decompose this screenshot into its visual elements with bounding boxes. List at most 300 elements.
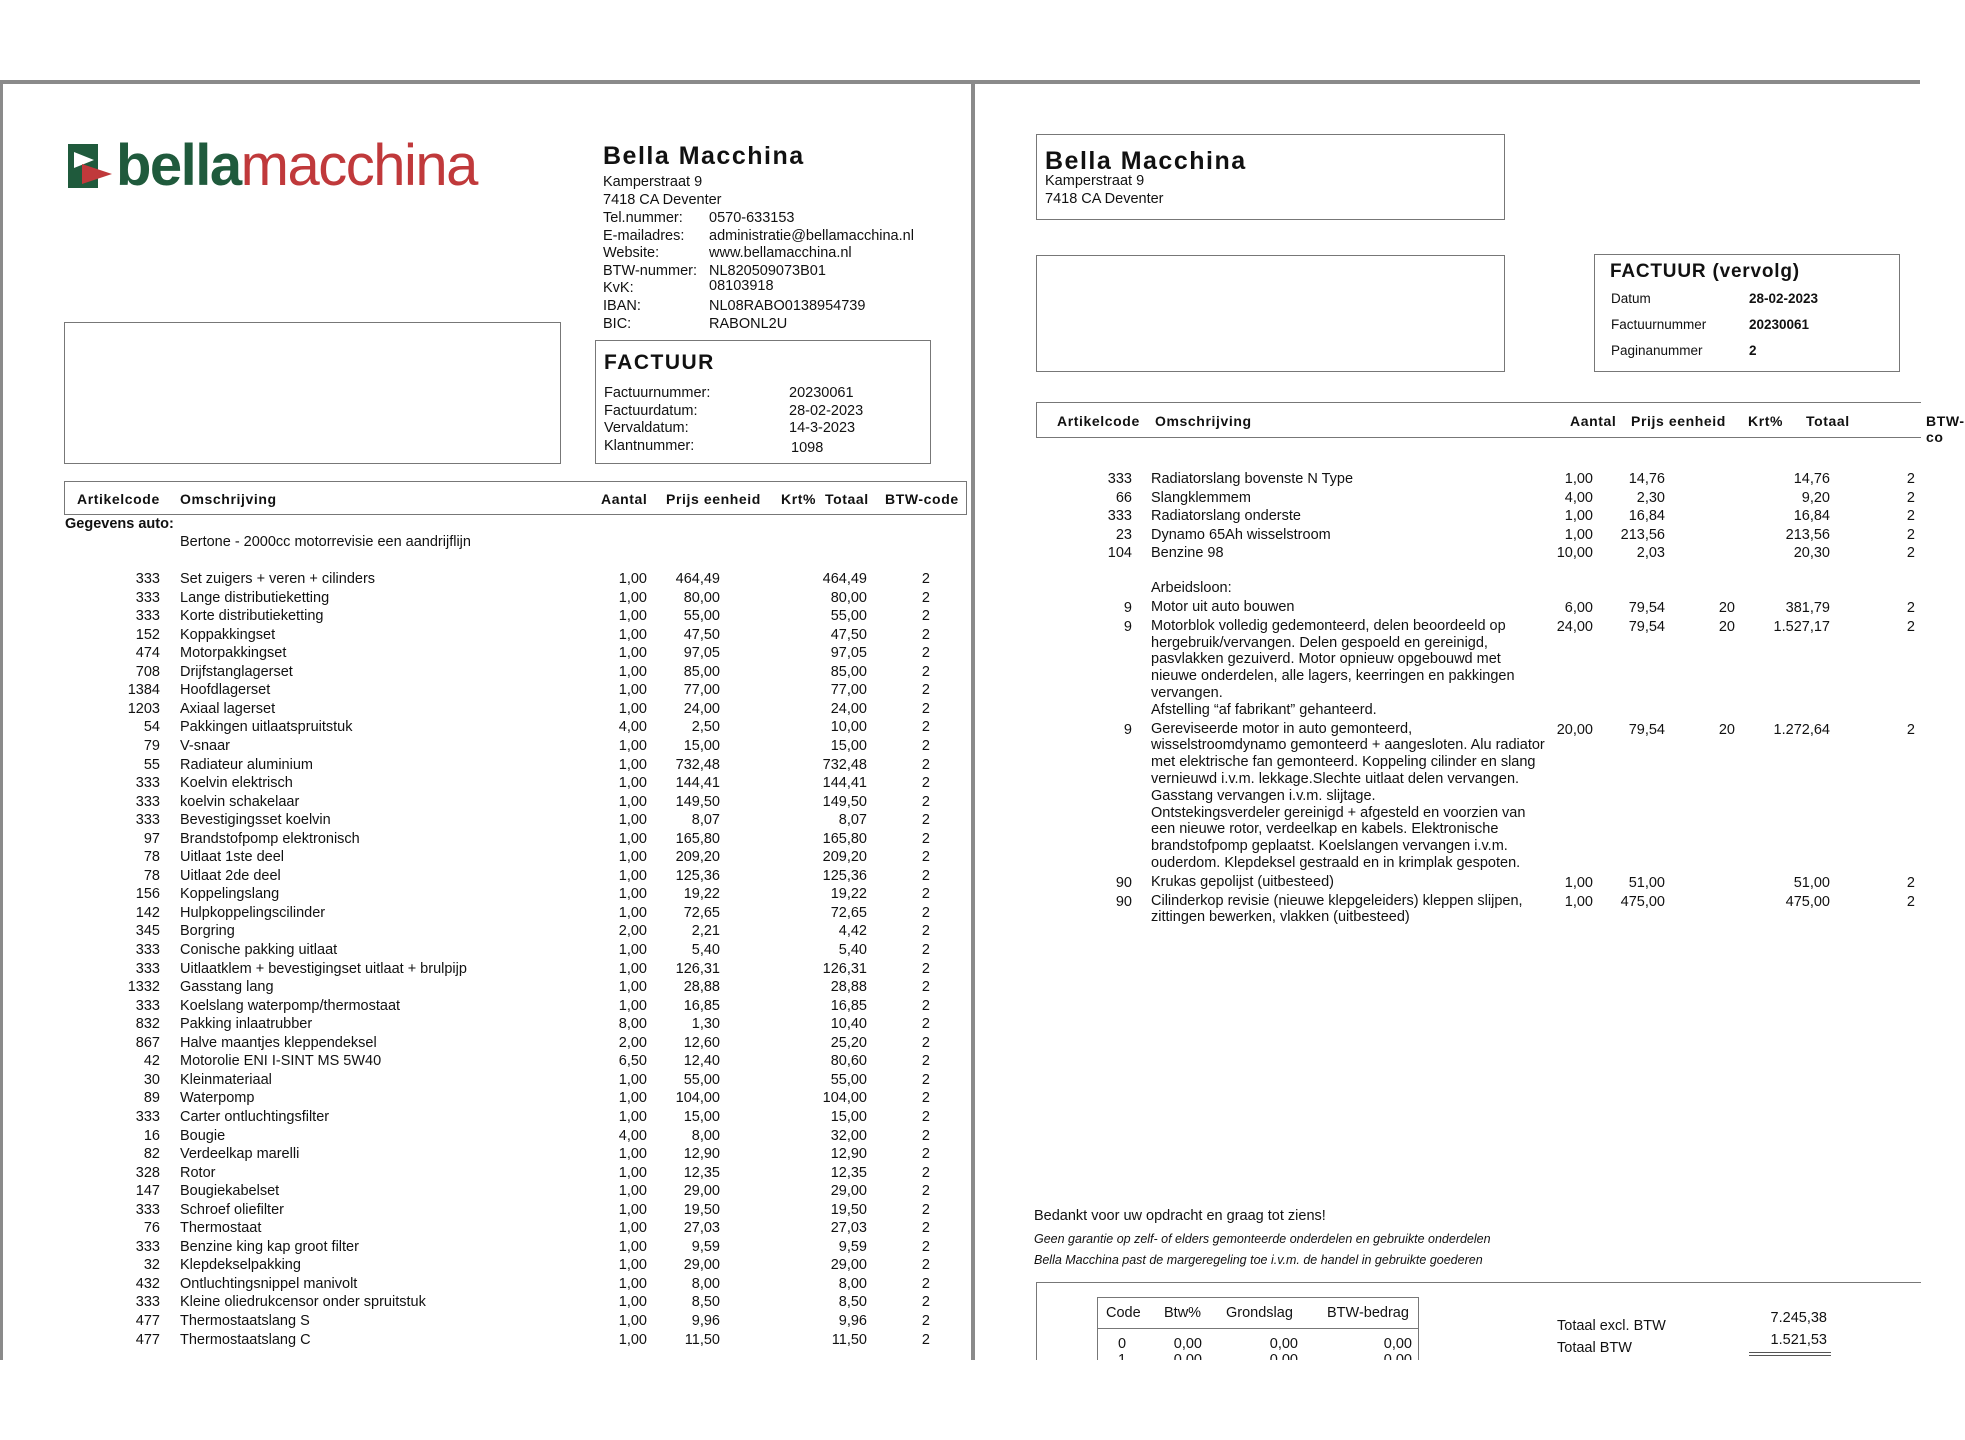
cell-total: 51,00 — [1793, 874, 1830, 891]
cell-description: Bougie — [180, 1127, 226, 1144]
cell-description: Hulpkoppelingscilinder — [180, 904, 326, 921]
cell-unit-price: 79,54 — [1628, 600, 1665, 616]
cell-article-code: 333 — [135, 942, 160, 958]
cell-description: Axiaal lagerset — [180, 700, 276, 717]
total-vat-value: 1.521,53 — [1770, 1332, 1827, 1348]
table-row — [0, 1312, 970, 1330]
cell-vat-code: 2 — [921, 1053, 930, 1070]
company-street: Kamperstraat 9 — [603, 174, 703, 190]
labour-label: Arbeidsloon: — [1151, 580, 1232, 596]
cell-total: 29,00 — [830, 1183, 867, 1200]
table-row — [0, 626, 970, 644]
cell-unit-price: 732,48 — [675, 756, 720, 773]
cell-total: 9,59 — [838, 1238, 867, 1255]
col-discount: Krt% — [781, 491, 817, 507]
cell-discount: 20 — [1718, 618, 1735, 635]
cell-article-code: 1203 — [127, 700, 160, 717]
cell-total: 149,50 — [822, 793, 867, 810]
contact-kvk: 08103918 — [709, 278, 774, 295]
cell-vat-code: 2 — [921, 1331, 930, 1348]
cell-total: 9,96 — [838, 1313, 867, 1329]
cell-total: 15,00 — [830, 737, 867, 754]
col-unit-price: Prijs eenheid — [666, 491, 761, 507]
invoice-field-label: Factuurnummer — [1611, 317, 1707, 332]
cell-quantity: 1,00 — [618, 1071, 647, 1088]
cell-quantity: 1,00 — [618, 867, 647, 884]
cell-article-code: 82 — [143, 1146, 160, 1163]
cell-unit-price: 19,50 — [683, 1201, 720, 1218]
cell-quantity: 1,00 — [618, 700, 647, 717]
table-row — [0, 885, 970, 903]
vat-col-base: Grondslag — [1226, 1305, 1293, 1321]
cell-total: 5,40 — [838, 942, 867, 958]
cell-description: Waterpomp — [180, 1090, 255, 1107]
cell-article-code: 333 — [135, 608, 160, 625]
total-excl-vat-value: 7.245,38 — [1770, 1310, 1827, 1326]
cell-unit-price: 28,88 — [683, 979, 720, 996]
cell-article-code: 333 — [135, 1294, 160, 1311]
cell-description: Benzine king kap groot filter — [180, 1238, 359, 1255]
cell-vat-code: 2 — [921, 1108, 930, 1125]
cell-quantity: 1,00 — [618, 608, 647, 625]
cell-total: 126,31 — [822, 960, 867, 977]
cell-vat-code: 2 — [921, 1257, 930, 1274]
cell-article-code: 9 — [1123, 618, 1132, 635]
cell-vat-code: 2 — [921, 812, 930, 829]
cell-vat-code: 2 — [921, 719, 930, 736]
cell-quantity: 1,00 — [1564, 526, 1593, 543]
cell-vat-code: 2 — [921, 645, 930, 662]
cell-total: 213,56 — [1785, 526, 1830, 543]
cell-unit-price: 125,36 — [675, 867, 720, 884]
cell-article-code: 9 — [1123, 600, 1132, 616]
description-line: zittingen bewerken, vlakken (uitbesteed) — [1151, 909, 1410, 926]
page-number: 2 — [1749, 343, 1757, 358]
cell-description: Uitlaat 2de deel — [180, 867, 281, 884]
cell-article-code: 333 — [135, 589, 160, 606]
cell-quantity: 1,00 — [618, 1294, 647, 1311]
cell-quantity: 1,00 — [618, 1164, 647, 1181]
company-city: 7418 CA Deventer — [603, 192, 722, 208]
table-row — [0, 663, 970, 681]
cell-unit-price: 104,00 — [675, 1090, 720, 1107]
description-line: Gereviseerde motor in auto gemonteerd, — [1151, 720, 1413, 737]
table-row — [0, 570, 970, 588]
cell-total: 11,50 — [831, 1331, 867, 1348]
cell-description: Motorpakkingset — [180, 645, 287, 662]
cell-article-code: 9 — [1123, 721, 1132, 738]
cell-article-code: 16 — [143, 1127, 160, 1144]
cell-unit-price: 97,05 — [683, 645, 720, 662]
cell-unit-price: 2,30 — [1636, 489, 1665, 506]
cell-vat-code: 2 — [1906, 545, 1915, 562]
cell-total: 27,03 — [830, 1220, 867, 1237]
total-excl-vat-label: Totaal excl. BTW — [1557, 1318, 1666, 1334]
cell-unit-price: 5,40 — [691, 942, 720, 958]
contact-iban: NL08RABO0138954739 — [709, 297, 866, 314]
cell-description: Thermostaatslang C — [180, 1331, 311, 1348]
cell-unit-price: 2,21 — [691, 923, 720, 940]
contact-phone: 0570-633153 — [709, 210, 795, 226]
table-row — [0, 811, 970, 829]
vat-cell: 0,00 — [1383, 1336, 1412, 1352]
cell-unit-price: 464,49 — [675, 571, 720, 587]
cell-total: 4,42 — [838, 923, 867, 940]
cell-vat-code: 2 — [921, 1090, 930, 1107]
cell-unit-price: 16,85 — [683, 997, 720, 1014]
table-row — [0, 1071, 970, 1089]
cell-unit-price: 16,84 — [1628, 508, 1665, 525]
cell-unit-price: 144,41 — [675, 775, 720, 792]
cell-vat-code: 2 — [921, 608, 930, 625]
table-row — [975, 470, 1920, 488]
cell-description: Hoofdlagerset — [180, 682, 271, 699]
warranty-note: Geen garantie op zelf- of elders gemonteerde onderdelen en gebruikte onderdelen — [1034, 1232, 1491, 1246]
cell-unit-price: 19,22 — [683, 886, 720, 903]
cell-total: 16,84 — [1793, 508, 1830, 525]
table-row — [0, 1201, 970, 1219]
company-address-box — [1036, 134, 1505, 220]
cell-total: 47,50 — [830, 626, 867, 643]
cell-quantity: 1,00 — [618, 1331, 647, 1348]
cell-article-code: 156 — [135, 886, 160, 903]
description-line: Krukas gepolijst (uitbesteed) — [1151, 873, 1334, 890]
cell-total: 19,22 — [830, 886, 867, 903]
table-row — [0, 1182, 970, 1200]
company-logo — [68, 133, 477, 210]
cell-description: Halve maantjes kleppendeksel — [180, 1034, 377, 1051]
table-row — [0, 1275, 970, 1293]
cell-quantity: 1,00 — [618, 1090, 647, 1107]
cell-total: 77,00 — [830, 682, 867, 699]
cell-article-code: 55 — [143, 756, 160, 773]
cell-unit-price: 12,35 — [683, 1164, 720, 1181]
cell-article-code: 333 — [1107, 471, 1132, 487]
cell-description: Radiatorslang bovenste N Type — [1151, 471, 1354, 487]
description-line: met elektrische fan gemonteerd. Koppeling cilinder en slang — [1151, 754, 1536, 771]
logo-flag-icon — [68, 144, 116, 188]
cell-vat-code: 2 — [921, 663, 930, 680]
cell-vat-code: 2 — [921, 1294, 930, 1311]
cell-quantity: 6,50 — [618, 1053, 647, 1070]
cell-vat-code: 2 — [1906, 721, 1915, 738]
cell-description: Ontluchtingsnippel manivolt — [180, 1275, 358, 1292]
cell-unit-price: 2,50 — [691, 719, 720, 736]
cell-description: koelvin schakelaar — [180, 793, 300, 810]
cell-article-code: 90 — [1115, 893, 1132, 910]
table-row — [0, 589, 970, 607]
cell-vat-code: 2 — [921, 830, 930, 847]
cell-description: Thermostaat — [180, 1220, 262, 1237]
cell-quantity: 1,00 — [618, 1108, 647, 1125]
cell-total: 464,49 — [822, 571, 867, 587]
cell-article-code: 867 — [135, 1034, 160, 1051]
cell-vat-code: 2 — [1906, 874, 1915, 891]
cell-article-code: 152 — [135, 626, 160, 643]
cell-unit-price: 12,40 — [683, 1053, 720, 1070]
cell-total: 144,41 — [822, 775, 867, 792]
cell-article-code: 333 — [1107, 508, 1132, 525]
cell-vat-code: 2 — [921, 682, 930, 699]
cell-vat-code: 2 — [921, 886, 930, 903]
cell-quantity: 1,00 — [618, 904, 647, 921]
table-row — [975, 507, 1920, 525]
table-header — [64, 481, 967, 515]
invoice-field-label: Factuurnummer: — [604, 385, 711, 401]
cell-quantity: 1,00 — [618, 1257, 647, 1274]
cell-quantity: 1,00 — [618, 1275, 647, 1292]
col-quantity: Aantal — [601, 491, 648, 507]
cell-discount: 20 — [1718, 600, 1735, 616]
page-1 — [0, 84, 970, 1366]
labour-row — [975, 618, 1920, 719]
cell-total: 732,48 — [822, 756, 867, 773]
section-label: Gegevens auto: — [65, 516, 174, 532]
cell-vat-code: 2 — [921, 867, 930, 884]
table-row — [0, 848, 970, 866]
cell-unit-price: 126,31 — [675, 960, 720, 977]
cell-vat-code: 2 — [921, 923, 930, 940]
table-header-p2 — [1036, 402, 1965, 445]
table-row — [0, 607, 970, 625]
cell-vat-code: 2 — [1906, 508, 1915, 525]
cell-description: Uitlaatklem + bevestigingset uitlaat + brulpijp — [180, 960, 467, 977]
cell-vat-code: 2 — [921, 1220, 930, 1237]
col-vat-code: BTW-co — [1926, 413, 1965, 445]
cell-article-code: 32 — [143, 1257, 160, 1274]
cell-vat-code: 2 — [921, 979, 930, 996]
labour-items — [975, 599, 1920, 999]
cell-description: Slangklemmem — [1151, 489, 1251, 506]
cell-total: 10,40 — [830, 1016, 867, 1033]
cell-article-code: 333 — [135, 960, 160, 977]
table-row — [0, 830, 970, 848]
invoice-title: FACTUUR — [604, 351, 715, 374]
col-discount: Krt% — [1748, 413, 1784, 429]
cell-unit-price: 14,76 — [1628, 471, 1665, 487]
cell-article-code: 1332 — [127, 979, 160, 996]
table-row — [0, 1089, 970, 1107]
cell-vat-code: 2 — [921, 1016, 930, 1033]
invoice-date: 28-02-2023 — [789, 402, 864, 419]
cell-unit-price: 9,59 — [691, 1238, 720, 1255]
cell-total: 14,76 — [1793, 471, 1830, 487]
cell-quantity: 1,00 — [618, 1183, 647, 1200]
table-row — [0, 1293, 970, 1311]
invoice-continued-title: FACTUUR (vervolg) — [1610, 261, 1800, 282]
cell-vat-code: 2 — [921, 1146, 930, 1163]
cell-total: 97,05 — [830, 645, 867, 662]
cell-unit-price: 29,00 — [683, 1257, 720, 1274]
cell-description: Carter ontluchtingsfilter — [180, 1108, 330, 1125]
cell-article-code: 832 — [135, 1016, 160, 1033]
cell-vat-code: 2 — [1906, 893, 1915, 910]
cell-unit-price: 475,00 — [1620, 893, 1665, 910]
col-article-code: Artikelcode — [1057, 413, 1140, 429]
cell-description: Lange distributieketting — [180, 589, 330, 606]
cell-vat-code: 2 — [921, 793, 930, 810]
col-article-code: Artikelcode — [77, 491, 160, 507]
table-row — [0, 793, 970, 811]
cell-total: 12,35 — [830, 1164, 867, 1181]
cell-quantity: 1,00 — [618, 997, 647, 1014]
invoice-field-label: Datum — [1611, 291, 1651, 306]
cell-quantity: 1,00 — [618, 979, 647, 996]
cell-article-code: 30 — [143, 1071, 160, 1088]
cell-total: 16,85 — [830, 997, 867, 1014]
cell-unit-price: 2,03 — [1636, 545, 1665, 562]
cell-description — [1151, 599, 1294, 616]
labour-row — [975, 599, 1920, 616]
cell-unit-price: 15,00 — [683, 1108, 720, 1125]
cell-description: Pakkingen uitlaatspruitstuk — [180, 719, 353, 736]
cell-vat-code: 2 — [921, 756, 930, 773]
cell-quantity: 4,00 — [618, 1127, 647, 1144]
invoice-info-box — [595, 340, 931, 464]
cell-article-code: 23 — [1115, 526, 1132, 543]
thanks-message: Bedankt voor uw opdracht en graag tot ziens! — [1034, 1208, 1326, 1224]
cell-article-code: 477 — [135, 1313, 160, 1329]
vat-col-code: Code — [1106, 1305, 1141, 1321]
cell-quantity: 1,00 — [618, 589, 647, 606]
cell-quantity: 1,00 — [1564, 893, 1593, 910]
cell-vat-code: 2 — [921, 849, 930, 866]
cell-article-code: 104 — [1107, 545, 1132, 562]
cell-total: 29,00 — [830, 1257, 867, 1274]
cell-total: 381,79 — [1785, 600, 1830, 616]
cell-total: 24,00 — [830, 700, 867, 717]
cell-total: 104,00 — [822, 1090, 867, 1107]
cell-quantity: 1,00 — [618, 942, 647, 958]
table-row — [0, 718, 970, 736]
cell-total: 1.527,17 — [1773, 618, 1830, 635]
cell-total: 1.272,64 — [1773, 721, 1830, 738]
cell-unit-price: 165,80 — [675, 830, 720, 847]
description-line: Afstelling “af fabrikant” gehanteerd. — [1151, 701, 1377, 718]
contact-bic: RABONL2U — [709, 315, 788, 332]
cell-total: 55,00 — [830, 1071, 867, 1088]
cell-article-code: 89 — [143, 1090, 160, 1107]
description-line: Cilinderkop revisie (nieuwe klepgeleiders) kleppen slijpen, — [1151, 892, 1523, 909]
cell-article-code: 97 — [143, 830, 160, 847]
company-city-p2: 7418 CA Deventer — [1045, 191, 1164, 207]
contact-label: IBAN: — [603, 297, 641, 314]
cell-quantity: 1,00 — [618, 663, 647, 680]
cell-quantity: 1,00 — [618, 1313, 647, 1329]
contact-email: administratie@bellamacchina.nl — [709, 227, 914, 244]
cell-article-code: 54 — [143, 719, 160, 736]
description-line: vervangen. — [1151, 684, 1223, 701]
invoice-viewer — [0, 80, 1965, 1366]
col-total: Totaal — [825, 491, 869, 507]
cell-quantity: 24,00 — [1556, 618, 1593, 635]
cell-total: 25,20 — [830, 1034, 867, 1051]
cell-unit-price: 27,03 — [683, 1220, 720, 1237]
margin-note: Bella Macchina past de margeregeling toe i.v.m. de handel in gebruikte goederen — [1034, 1253, 1483, 1267]
cell-unit-price: 55,00 — [683, 1071, 720, 1088]
description-line: wisselstroomdynamo gemonteerd + aangesloten. Alu radiator — [1151, 737, 1545, 754]
cell-unit-price: 77,00 — [683, 682, 720, 699]
page1-line-items — [0, 570, 970, 1370]
cell-article-code: 333 — [135, 1108, 160, 1125]
cell-description — [1151, 893, 1523, 927]
cell-total: 19,50 — [830, 1201, 867, 1218]
cell-quantity: 1,00 — [618, 849, 647, 866]
cell-article-code: 474 — [135, 645, 160, 662]
contact-label: KvK: — [603, 280, 634, 297]
cell-quantity: 4,00 — [1564, 489, 1593, 506]
cell-description: Gasstang lang — [180, 979, 274, 996]
table-row — [0, 1127, 970, 1145]
cell-vat-code: 2 — [921, 942, 930, 958]
cell-quantity: 1,00 — [618, 682, 647, 699]
cell-quantity: 10,00 — [1556, 545, 1593, 562]
cell-total: 8,00 — [838, 1275, 867, 1292]
cell-vat-code: 2 — [921, 589, 930, 606]
table-row — [0, 1034, 970, 1052]
cell-vat-code: 2 — [921, 1313, 930, 1329]
contact-label: E-mailadres: — [603, 227, 685, 244]
customer-number: 1098 — [791, 439, 824, 456]
cell-description: Rotor — [180, 1164, 216, 1181]
cell-quantity: 1,00 — [618, 812, 647, 829]
cell-total: 32,00 — [830, 1127, 867, 1144]
description-line: nieuwe onderdelen, alle lagers, keerringen en pakkingen — [1151, 668, 1515, 685]
cell-vat-code: 2 — [921, 1127, 930, 1144]
cell-article-code: 76 — [143, 1220, 160, 1237]
cell-discount: 20 — [1718, 721, 1735, 738]
cell-quantity: 2,00 — [618, 1034, 647, 1051]
table-row — [0, 941, 970, 959]
cell-vat-code: 2 — [921, 1071, 930, 1088]
cell-description: Verdeelkap marelli — [180, 1146, 300, 1163]
cell-unit-price: 149,50 — [675, 793, 720, 810]
total-underline — [1749, 1355, 1831, 1356]
vat-col-rate: Btw% — [1164, 1305, 1202, 1321]
cell-vat-code: 2 — [921, 626, 930, 643]
cell-vat-code: 2 — [921, 1034, 930, 1051]
cell-total: 209,20 — [822, 849, 867, 866]
cell-vat-code: 2 — [921, 1201, 930, 1218]
table-row — [0, 1164, 970, 1182]
vat-cell: 0 — [1118, 1336, 1127, 1352]
cell-quantity: 1,00 — [618, 1201, 647, 1218]
cell-total: 10,00 — [830, 719, 867, 736]
description-line: een nieuwe rotor, verdeelkap en kabels. Elektronische — [1151, 821, 1499, 838]
cell-unit-price: 24,00 — [683, 700, 720, 717]
cell-unit-price: 79,54 — [1628, 721, 1665, 738]
cell-vat-code: 2 — [1906, 600, 1915, 616]
cell-quantity: 1,00 — [1564, 471, 1593, 487]
cell-article-code: 42 — [143, 1053, 160, 1070]
cell-description: Kleinmateriaal — [180, 1071, 272, 1088]
total-vat-label: Totaal BTW — [1557, 1340, 1632, 1356]
cell-quantity: 1,00 — [618, 960, 647, 977]
cell-description: Kleine oliedrukcensor onder spruitstuk — [180, 1294, 426, 1311]
cell-description: Uitlaat 1ste deel — [180, 849, 284, 866]
cell-article-code: 147 — [135, 1183, 160, 1200]
cell-article-code: 333 — [135, 775, 160, 792]
col-description: Omschrijving — [180, 491, 277, 507]
contact-label: Tel.nummer: — [603, 210, 683, 226]
cell-article-code: 333 — [135, 1201, 160, 1218]
table-row — [0, 1256, 970, 1274]
cell-total: 80,00 — [830, 589, 867, 606]
cell-article-code: 1384 — [127, 682, 160, 699]
cell-vat-code: 2 — [1906, 489, 1915, 506]
contact-vat-number: NL820509073B01 — [709, 262, 826, 279]
table-row — [975, 526, 1920, 544]
